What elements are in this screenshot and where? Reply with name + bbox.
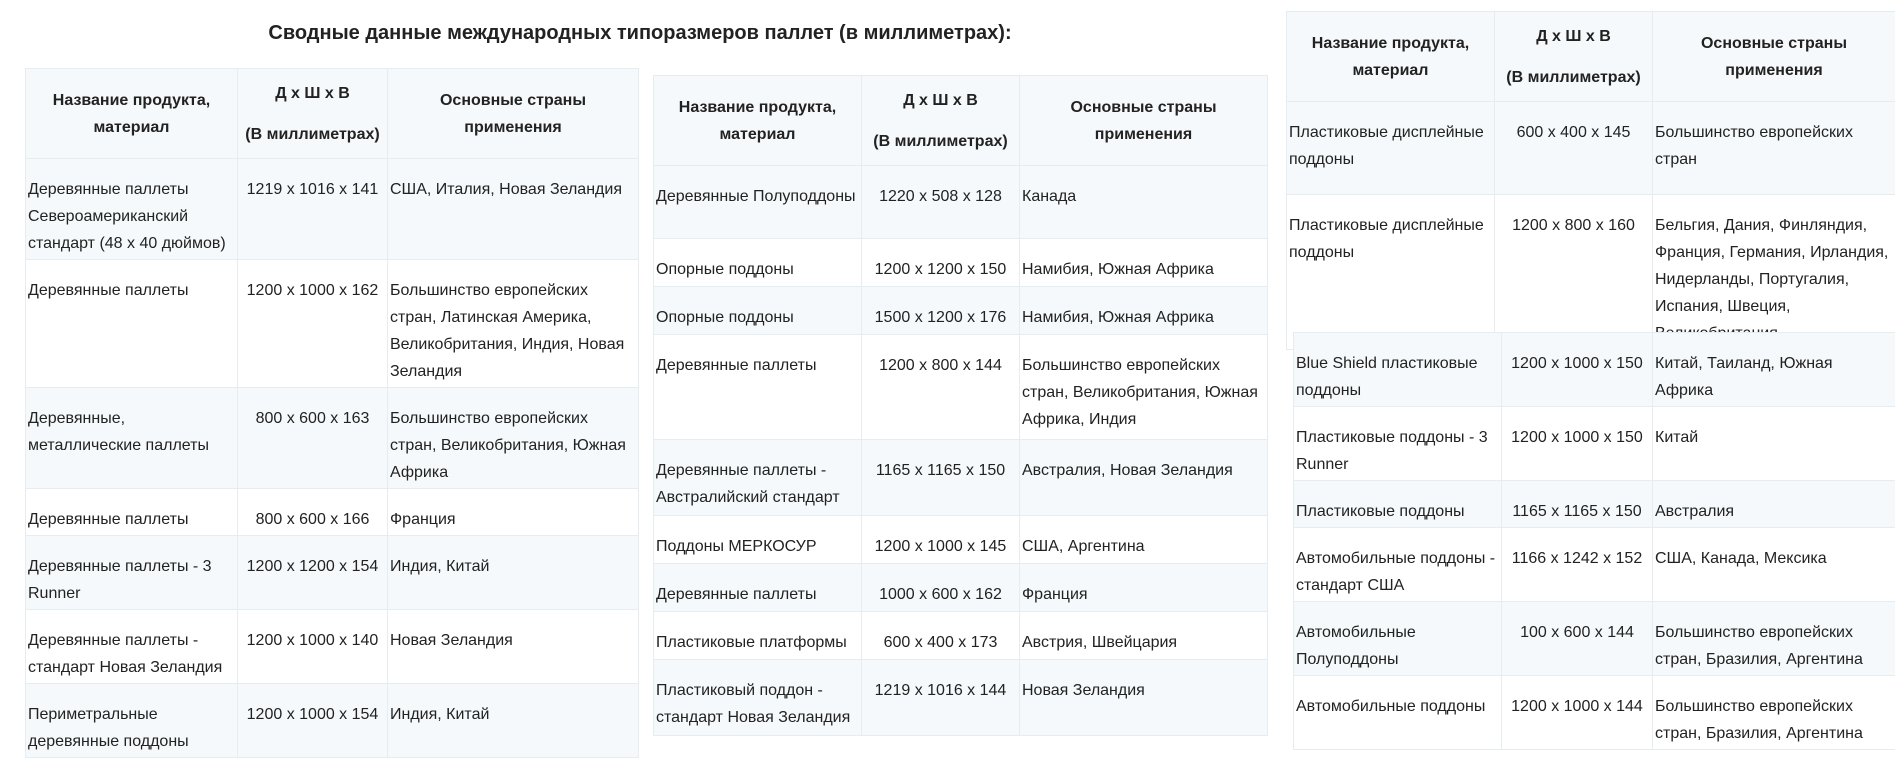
table-row: [1287, 102, 1895, 195]
table-row: [1287, 195, 1895, 350]
cell-countries: Франция: [1020, 564, 1268, 612]
cell-name: Деревянные паллеты - стандарт Новая Зеландия: [26, 610, 238, 684]
table-row: [654, 335, 1268, 440]
cell-dimensions: 1219 x 1016 x 144: [862, 660, 1020, 736]
table-row: [1294, 407, 1895, 481]
header-dims: [238, 69, 388, 159]
header-dims-unit: (В миллиметрах): [873, 133, 1007, 150]
cell-name: Пластиковые платформы: [654, 612, 862, 660]
cell-countries: Китай: [1653, 407, 1895, 481]
pallet-table-3: [1286, 11, 1895, 350]
cell-name: Деревянные Полуподдоны: [654, 166, 862, 239]
pallet-table-3-continued: [1293, 332, 1895, 750]
cell-name: Blue Shield пластиковые поддоны: [1294, 333, 1502, 407]
cell-countries: Австралия: [1653, 481, 1895, 528]
cell-countries: США, Италия, Новая Зеландия: [388, 159, 639, 260]
cell-countries: Большинство европейских стран, Бразилия, Аргентина: [1653, 602, 1895, 676]
cell-name: Деревянные паллеты Североамериканский стандарт (48 x 40 дюймов): [26, 159, 238, 260]
cell-dimensions: 1220 x 508 x 128: [862, 166, 1020, 239]
cell-dimensions: 100 x 600 x 144: [1502, 602, 1653, 676]
cell-countries: Большинство европейских стран, Великобритания, Южная Африка: [388, 388, 639, 489]
cell-name: Деревянные паллеты - 3 Runner: [26, 536, 238, 610]
table-row: [26, 388, 639, 489]
cell-countries: Намибия, Южная Африка: [1020, 287, 1268, 335]
cell-name: Деревянные паллеты - Австралийский стандарт: [654, 440, 862, 516]
cell-dimensions: 1200 x 800 x 144: [862, 335, 1020, 440]
cell-name: Деревянные паллеты: [26, 489, 238, 536]
pallet-table-1: [25, 68, 639, 758]
table-row: [654, 612, 1268, 660]
cell-countries: Большинство европейских стран, Бразилия, Аргентина: [1653, 676, 1895, 750]
pallet-table-2: [653, 75, 1268, 736]
cell-dimensions: 1500 x 1200 x 176: [862, 287, 1020, 335]
table-row: [26, 536, 639, 610]
cell-dimensions: 1200 x 1000 x 154: [238, 684, 388, 758]
cell-countries: Китай, Таиланд, Южная Африка: [1653, 333, 1895, 407]
table-row: [654, 516, 1268, 564]
cell-countries: Индия, Китай: [388, 684, 639, 758]
cell-dimensions: 1000 x 600 x 162: [862, 564, 1020, 612]
cell-countries: США, Аргентина: [1020, 516, 1268, 564]
cell-dimensions: 1200 x 1000 x 162: [238, 260, 388, 388]
cell-dimensions: 800 x 600 x 166: [238, 489, 388, 536]
table-row: [654, 166, 1268, 239]
cell-name: Автомобильные поддоны: [1294, 676, 1502, 750]
cell-dimensions: 1200 x 1000 x 150: [1502, 407, 1653, 481]
cell-name: Поддоны МЕРКОСУР: [654, 516, 862, 564]
cell-countries: Новая Зеландия: [1020, 660, 1268, 736]
table-row: [654, 564, 1268, 612]
header-dims-unit: (В миллиметрах): [1506, 69, 1640, 86]
cell-dimensions: 800 x 600 x 163: [238, 388, 388, 489]
cell-name: Периметральные деревянные поддоны: [26, 684, 238, 758]
cell-countries: Канада: [1020, 166, 1268, 239]
header-dims-unit: (В миллиметрах): [245, 126, 379, 143]
cell-name: Деревянные паллеты: [654, 564, 862, 612]
table-header-row: [1287, 12, 1895, 102]
table-row: [654, 239, 1268, 287]
header-dims-label: Д х Ш х В: [1536, 28, 1611, 45]
cell-countries: Австрия, Швейцария: [1020, 612, 1268, 660]
table-row: [654, 287, 1268, 335]
table-row: [26, 260, 639, 388]
header-name: Название продукта, материал: [654, 76, 862, 166]
table-row: [1294, 528, 1895, 602]
cell-countries: Большинство европейских стран, Латинская Америка, Великобритания, Индия, Новая Зеландия: [388, 260, 639, 388]
header-dims: [862, 76, 1020, 166]
header-countries: Основные страны применения: [388, 69, 639, 159]
table-row: [1294, 333, 1895, 407]
cell-name: Пластиковые поддоны - 3 Runner: [1294, 407, 1502, 481]
cell-name: Пластиковый поддон - стандарт Новая Зеландия: [654, 660, 862, 736]
cell-countries: Новая Зеландия: [388, 610, 639, 684]
table-row: [26, 684, 639, 758]
cell-dimensions: 1165 x 1165 x 150: [862, 440, 1020, 516]
table-header-row: [26, 69, 639, 159]
cell-name: Автомобильные поддоны - стандарт США: [1294, 528, 1502, 602]
cell-dimensions: 1200 x 800 x 160: [1495, 195, 1653, 350]
cell-dimensions: 600 x 400 x 173: [862, 612, 1020, 660]
cell-dimensions: 1165 x 1165 x 150: [1502, 481, 1653, 528]
table-row: [654, 440, 1268, 516]
cell-countries: Франция: [388, 489, 639, 536]
cell-name: Опорные поддоны: [654, 239, 862, 287]
table-row: [26, 489, 639, 536]
table-header-row: [654, 76, 1268, 166]
cell-countries: Индия, Китай: [388, 536, 639, 610]
cell-name: Опорные поддоны: [654, 287, 862, 335]
header-dims-label: Д х Ш х В: [903, 92, 978, 109]
cell-countries: Большинство европейских стран: [1653, 102, 1895, 195]
cell-dimensions: 1200 x 1000 x 150: [1502, 333, 1653, 407]
cell-dimensions: 1200 x 1200 x 154: [238, 536, 388, 610]
header-name: Название продукта, материал: [26, 69, 238, 159]
cell-countries: Австралия, Новая Зеландия: [1020, 440, 1268, 516]
cell-dimensions: 1200 x 1200 x 150: [862, 239, 1020, 287]
table-row: [654, 660, 1268, 736]
table-row: [26, 610, 639, 684]
table-row: [26, 159, 639, 260]
cell-dimensions: 1166 x 1242 x 152: [1502, 528, 1653, 602]
cell-name: Пластиковые дисплейные поддоны: [1287, 195, 1495, 350]
header-dims: [1495, 12, 1653, 102]
cell-dimensions: 600 x 400 x 145: [1495, 102, 1653, 195]
table-row: [1294, 676, 1895, 750]
table-row: [1294, 602, 1895, 676]
header-countries: Основные страны применения: [1020, 76, 1268, 166]
cell-countries: Большинство европейских стран, Великобритания, Южная Африка, Индия: [1020, 335, 1268, 440]
cell-name: Деревянные паллеты: [654, 335, 862, 440]
cell-name: Пластиковые дисплейные поддоны: [1287, 102, 1495, 195]
cell-dimensions: 1200 x 1000 x 144: [1502, 676, 1653, 750]
table-row: [1294, 481, 1895, 528]
cell-countries: Бельгия, Дания, Финляндия, Франция, Германия, Ирландия, Нидерланды, Португалия, Испания, Швеция,: [1653, 195, 1895, 350]
cell-name: Деревянные, металлические паллеты: [26, 388, 238, 489]
cell-countries: США, Канада, Мексика: [1653, 528, 1895, 602]
page-title: Сводные данные международных типоразмеров паллет (в миллиметрах):: [25, 22, 1255, 45]
cell-name: Автомобильные Полуподдоны: [1294, 602, 1502, 676]
header-dims-label: Д х Ш х В: [275, 85, 350, 102]
cell-name: Деревянные паллеты: [26, 260, 238, 388]
header-name: Название продукта, материал: [1287, 12, 1495, 102]
cell-dimensions: 1200 x 1000 x 145: [862, 516, 1020, 564]
header-countries: Основные страны применения: [1653, 12, 1895, 102]
cell-name: Пластиковые поддоны: [1294, 481, 1502, 528]
cell-dimensions: 1200 x 1000 x 140: [238, 610, 388, 684]
cell-dimensions: 1219 x 1016 x 141: [238, 159, 388, 260]
cell-countries: Намибия, Южная Африка: [1020, 239, 1268, 287]
